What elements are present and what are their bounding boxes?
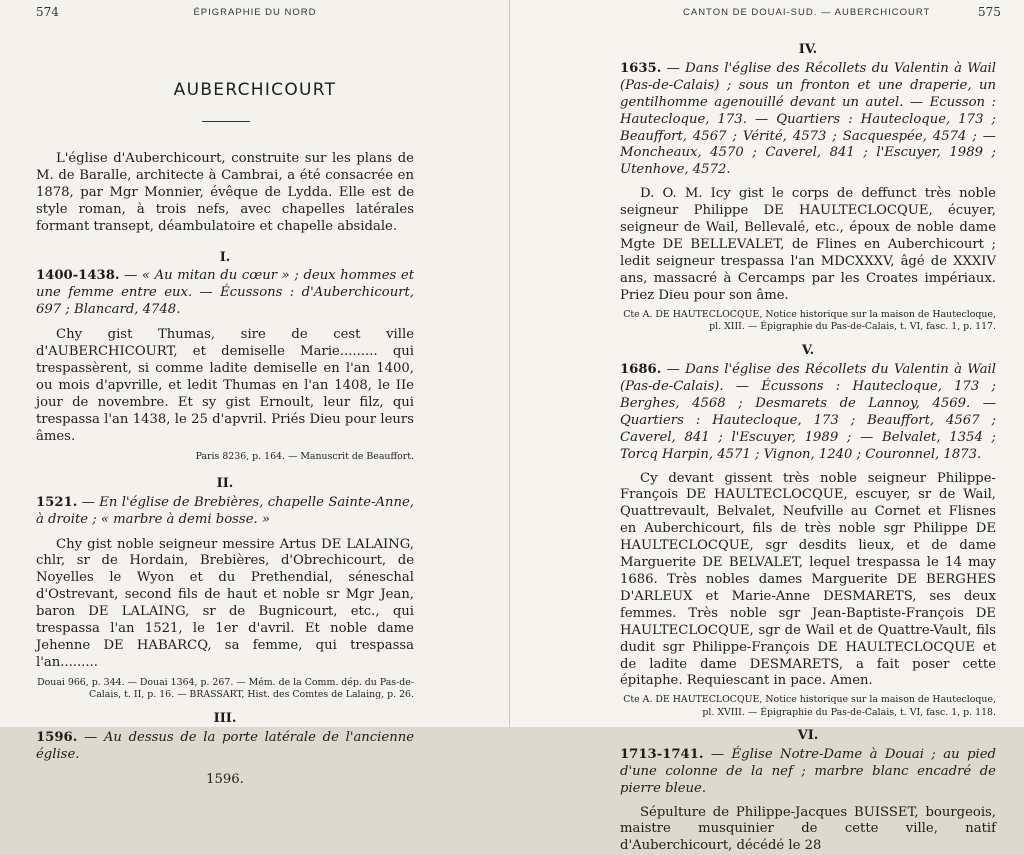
entry-location: — Dans l'église des Récollets du Valentin à Wail (Pas-de-Calais). — Écussons : Hautecloque, 173 ; Berghes, 4568 ; Desmarets de Lannoy, 4569. — Quartiers : Hautecloque, 173 ; Beauffort, 4567 ; Caverel, 841 ; l'Escuyer, 1989 ; — Belvalet, 1354 ; Torcq Harpin, 4571 ; Vignon, 1240 ; Couronnel, 1873. xyxy=(620,362,996,462)
entry-location: — « Au mitan du cœur » ; deux hommes et une femme entre eux. — Écussons : d'Auberchicourt, 697 ; Blancard, 4748. xyxy=(36,268,414,318)
section-numeral: V. xyxy=(801,343,815,359)
entry-location: — Au dessus de la porte latérale de l'ancienne église. xyxy=(36,730,414,763)
right-page xyxy=(510,0,1024,854)
entry-heading xyxy=(620,362,996,463)
inscription-text: Sépulture de Philippe-Jacques BUISSET, bourgeois, maistre musquinier de cette ville, natif d'Auberchicourt, décédé le 28 xyxy=(620,804,996,854)
entry-date: 1400-1438. xyxy=(36,268,120,284)
source-note: Paris 8236, p. 164. — Manuscrit de Beauffort. xyxy=(195,450,414,462)
page-title: AUBERCHICOURT xyxy=(173,80,337,100)
source-note: Douai 966, p. 344. — Douai 1364, p. 267. — Mém. de la Comm. dép. du Pas-de-Calais, t. II, p. 16. — BRASSART, Hist. des Comtes de Lalaing, p. 26. xyxy=(37,676,414,701)
left-page xyxy=(0,0,510,788)
entry-heading xyxy=(36,730,414,764)
entry-location: — Église Notre-Dame à Douai ; au pied d'une colonne de la nef ; marbre blanc encadré de pierre bleue. xyxy=(620,746,996,796)
entry-date: 1596. xyxy=(36,730,78,746)
entry-date: 1635. xyxy=(620,60,662,76)
entry-location: — En l'église de Brebières, chapelle Sainte-Anne, à droite ; « marbre à demi bosse. » xyxy=(36,494,414,527)
left-body xyxy=(36,151,414,789)
right-body xyxy=(620,42,996,855)
source-note: Cte A. DE HAUTECLOCQUE, Notice historique sur la maison de Hautecloque, pl. XIII. — Épigraphie du Pas-de-Calais, t. VI, fasc. 1, p. 117. xyxy=(623,308,996,332)
page-number: 575 xyxy=(978,5,1001,19)
entry-location: — Dans l'église des Récollets du Valentin à Wail (Pas-de-Calais) ; sous un fronton et une draperie, un gentilhomme agenouillé devant un autel. — Ecusson : Hautecloque, 173. — Quartiers : Hautecloque, 173 ; Beauffort, 4567 ; Vérité, 4573 ; Sacquespée, 4574 ; — Moncheaux, 4570 ; Caverel, 841 ; l'Escuyer, 1989 ; Utenhove, 4572. xyxy=(620,60,996,178)
source-note: Cte A. DE HAUTECLOCQUE, Notice historique sur la maison de Hautecloque, pl. XVIII. — Épigraphie du Pas-de-Calais, t. VI, fasc. 1, p. 118. xyxy=(623,694,996,718)
entry-heading xyxy=(36,495,414,529)
inscription-text: 1596. xyxy=(206,772,244,788)
entry-date: 1713-1741. xyxy=(620,746,704,762)
entry-heading xyxy=(36,268,414,319)
section-numeral: III. xyxy=(213,711,237,727)
running-head: CANTON DE DOUAI-SUD. — AUBERCHICOURT xyxy=(683,7,931,18)
inscription-text: D. O. M. Icy gist le corps de deffunct très noble seigneur Philippe DE HAULTECLOCQUE, écuyer, seigneur de Wail, Bellevalé, etc., époux de noble dame Mgte DE BELLEVALET, de Flines en Auberchicourt ; ledit seigneur trespassa l'an MDCXXXV, âgé de XXXIV ans, massacré à Cercamps par les Croates impériaux. Priez Dieu pour son âme. xyxy=(620,186,996,303)
entry-date: 1686. xyxy=(620,362,662,378)
page-number: 574 xyxy=(36,5,59,19)
entry-heading xyxy=(620,61,996,179)
section-numeral: VI. xyxy=(797,727,819,743)
intro-paragraph: L'église d'Auberchicourt, construite sur les plans de M. de Baralle, architecte à Cambrai, a été consacrée en 1878, par Mgr Monnier, évêque de Lydda. Elle est de style roman, à trois nefs, avec chapelles latérales formant transept, déambulatoire et chapelle absidale. xyxy=(36,151,414,234)
inscription-text: Chy gist noble seigneur messire Artus DE LALAING, chlr, sr de Hordain, Brebières, d'Obrechicourt, de Noyelles le Wyon et du Prethendial, séneschal d'Ostrevant, second fils de haut et noble sr Mgr Jean, baron DE LALAING, sr de Bugnicourt, etc., qui trespassa l'an 1521, le 1er d'avril. Et noble dame Jehenne DE HABARCQ, sa femme, qui trespassa l'an......... xyxy=(36,536,414,670)
section-numeral: IV. xyxy=(798,42,818,57)
title-rule xyxy=(202,121,250,122)
entry-heading xyxy=(620,747,996,798)
section-numeral: II. xyxy=(216,475,234,491)
running-head: ÉPIGRAPHIE DU NORD xyxy=(193,7,317,18)
inscription-text: Chy gist Thumas, sire de cest ville d'AUBERCHICOURT, et demiselle Marie......... qui trespassèrent, si comme ladite demiselle en l'an 1400, ou mois d'apvrille, et ledit Thumas en l'an 1408, le IIe jour de novembre. Et sy gist Ernoult, leur filz, qui trespassa l'an 1438, le 25 d'apvril. Priés Dieu pour leurs âmes. xyxy=(36,327,414,444)
inscription-text: Cy devant gissent très noble seigneur Philippe-François DE HAULTECLOCQUE, escuyer, sr de Wail, Quattrevault, Belvalet, Neufville au Cornet et Flisnes en Auberchicourt, fils de très noble sgr Philippe DE HAULTECLOCQUE, sgr desdits lieux, et de dame Marguerite DE BELVALET, lequel trespassa le 14 may 1686. Très nobles dames Marguerite DE BERGHES D'ARLEUX et Marie-Anne DESMARETS, ses deux femmes. Très noble sgr Jean-Baptiste-François DE HAULTECLOCQUE, sgr de Wail et de Quattre-Vault, fils dudit sgr Philippe-François DE HAULTECLOCQUE et de ladite dame DESMARETS, a fait poser cette épitaphe. Requiescant in pace. Amen. xyxy=(620,470,996,689)
entry-date: 1521. xyxy=(36,494,78,510)
section-numeral: I. xyxy=(219,249,231,265)
